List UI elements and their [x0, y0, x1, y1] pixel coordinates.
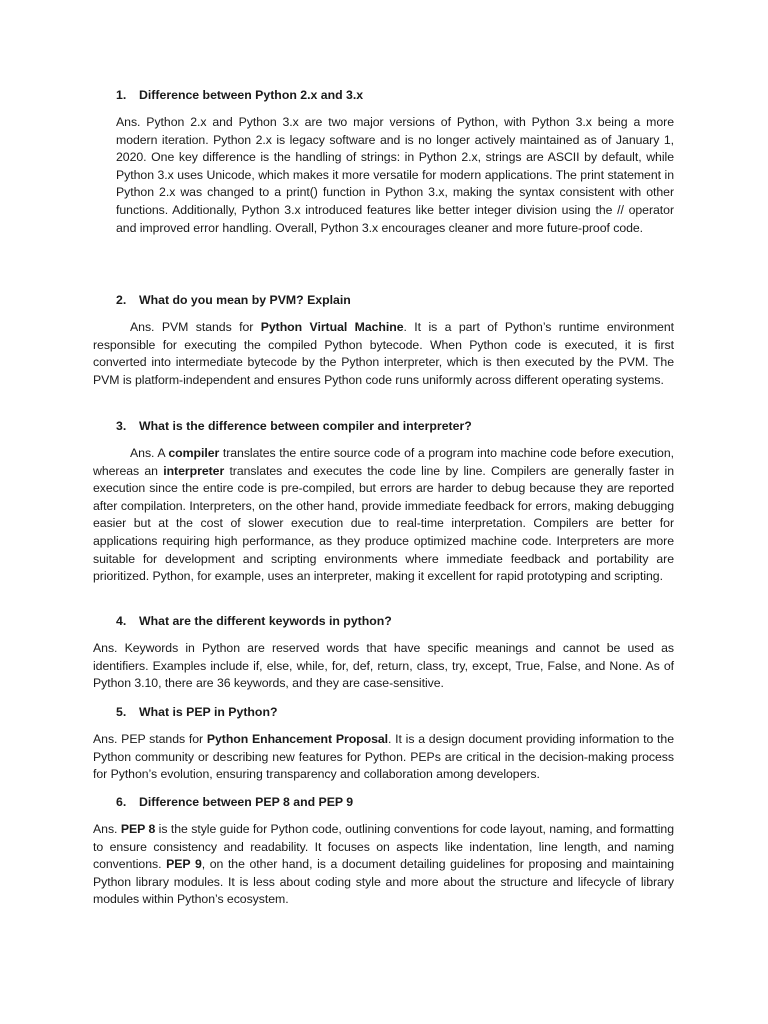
section-number: 3.: [116, 419, 127, 433]
section-title: What do you mean by PVM? Explain: [139, 293, 351, 307]
section-answer: [93, 731, 674, 784]
section-answer: [116, 114, 674, 237]
section-answer: [93, 640, 674, 693]
section-heading: [93, 704, 674, 721]
section-number: 6.: [116, 795, 127, 809]
section-heading: [93, 292, 674, 309]
answer-text: Ans. PVM stands for: [130, 320, 261, 334]
section-title: Difference between PEP 8 and PEP 9: [139, 795, 354, 809]
section-5: [93, 704, 674, 784]
section-2: [93, 292, 674, 389]
section-number: 1.: [116, 88, 127, 102]
answer-bold-term: Python Virtual Machine: [260, 320, 404, 334]
section-title: Difference between Python 2.x and 3.x: [139, 88, 364, 102]
section-number: 5.: [116, 705, 127, 719]
section-3: [93, 418, 674, 586]
answer-text: Ans.: [93, 822, 121, 836]
answer-text: Ans. Python 2.x and Python 3.x are two major versions of Python, with Python 3.x being a more modern iteration. Python 2.x is legacy software and is no longer actively maintained as of January 1, 2020. One key difference is the handling of strings: in Python 2.x, strings are ASCII by default, while Python 3.x uses Unicode, which makes it more versatile for modern applications. The print statement in Python 2.x was changed to a print() function in Python 3.x, making the syntax consistent with other functions. Additionally, Python 3.x introduced features like better integer division using the // operator and improved error handling. Overall, Python 3.x encourages cleaner and more future-proof code.: [116, 115, 674, 235]
section-title: What are the different keywords in python?: [139, 614, 392, 628]
section-heading: [93, 613, 674, 630]
answer-text: Ans. Keywords in Python are reserved words that have specific meanings and cannot be used as identifiers. Examples include if, else, while, for, def, return, class, try, except, True, False, and None. As of Python 3.10, there are 36 keywords, and they are case-sensitive.: [93, 641, 674, 691]
answer-bold-term: Python Enhancement Proposal: [206, 732, 389, 746]
answer-bold-term: PEP 8: [120, 822, 156, 836]
section-1: [93, 87, 674, 237]
section-title: What is the difference between compiler and interpreter?: [139, 419, 472, 433]
answer-text: . It is a part of Python’s runtime environment responsible for executing the compiled Python bytecode. When Python code is executed, it is first converted into intermediate bytecode by the Python interpreter, which is then executed by the PVM. The PVM is platform-independent and ensures Python code runs uniformly across different operating systems.: [93, 320, 675, 387]
answer-text: . It is a design document providing information to the Python community or describing new features for Python. PEPs are critical in the decision-making process for Python’s evolution, ensuring transparency and collaboration among developers.: [93, 732, 674, 782]
section-answer: [93, 821, 674, 909]
answer-text: Ans. PEP stands for: [93, 732, 207, 746]
section-number: 2.: [116, 293, 127, 307]
answer-bold-term: compiler: [168, 446, 220, 460]
section-heading: [93, 794, 674, 811]
answer-bold-term: PEP 9: [166, 857, 202, 872]
section-heading: [93, 418, 674, 435]
answer-text: , on the other hand, is a document detailing guidelines for proposing and maintaining Python library modules. It is less about coding style and more about the structure and lifecycle of library modules within Python’s ecosystem.: [93, 857, 675, 907]
section-4: [93, 613, 674, 693]
section-number: 4.: [116, 614, 127, 628]
answer-text: translates and executes the code line by line. Compilers are generally faster in execution since the entire code is pre-compiled, but errors are harder to debug because they are reported after compilation. Interpreters, on the other hand, provide immediate feedback for errors, making debugging easier but at the cost of slower execution due to real-time interpretation. Compilers are better for applications requiring high performance, as they produce optimized machine code. Interpreters are more suitable for development and scripting environments where immediate feedback and portability are prioritized. Python, for example, uses an interpreter, making it excellent for rapid prototyping and scripting.: [93, 463, 674, 584]
answer-text: Ans. A: [130, 446, 169, 460]
section-title: What is PEP in Python?: [139, 705, 278, 719]
section-6: [93, 794, 674, 909]
section-heading: [93, 87, 674, 104]
section-answer: [93, 445, 674, 586]
answer-text: translates the entire source code of a program into machine code before execution, whereas an: [93, 446, 674, 478]
answer-text: is the style guide for Python code, outlining conventions for code layout, naming, and formatting to ensure consistency and readability. It focuses on aspects like indentation, line length, and naming conventions.: [93, 822, 674, 872]
section-answer: [93, 319, 674, 389]
answer-bold-term: interpreter: [163, 463, 225, 478]
